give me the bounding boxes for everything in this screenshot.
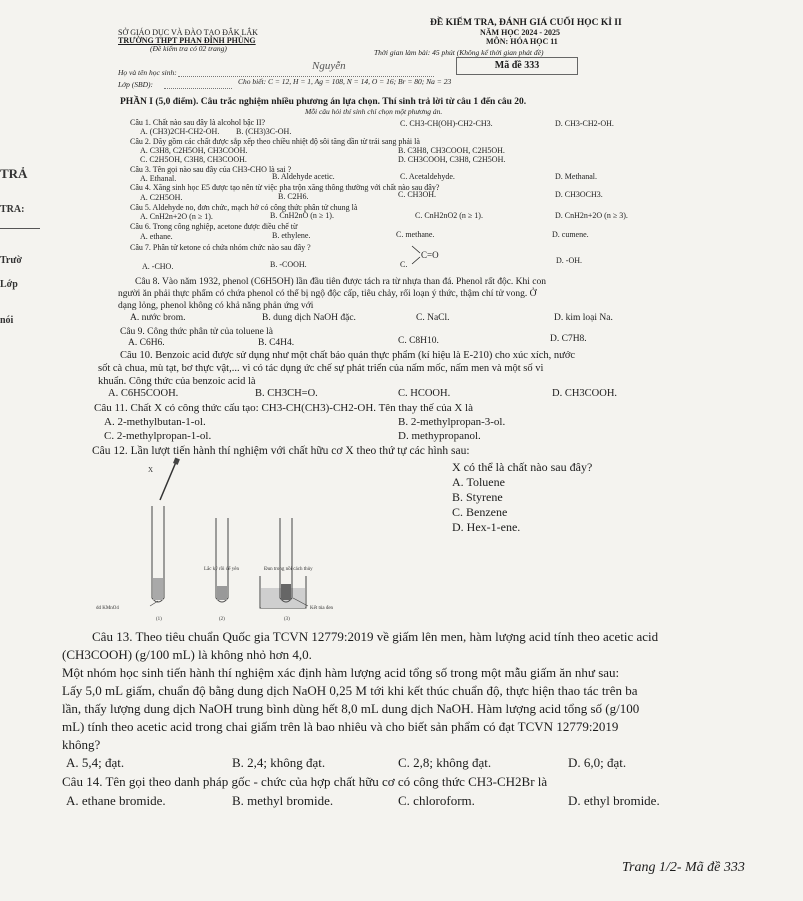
test-tube-3-icon bbox=[280, 518, 292, 602]
edge-fragment: Lớp bbox=[0, 279, 18, 290]
q5-option-a: A. CnH2n+2O (n ≥ 1). bbox=[140, 212, 213, 221]
school-year: NĂM HỌC 2024 - 2025 bbox=[480, 28, 560, 37]
edge-rule bbox=[0, 228, 40, 229]
q2-stem: Câu 2. Dãy gồm các chất được sắp xếp theo chiều nhiệt độ sôi tăng dần từ trái sang phải là bbox=[130, 137, 420, 146]
q13-line5: lần, thấy lượng dung dịch NaOH trung bình dùng hết 8,0 mL dung dịch NaOH. Hàm lượng acid tổng số (g/100 bbox=[62, 701, 640, 716]
q7-option-a: A. -CHO. bbox=[142, 262, 174, 271]
q12-option-a: A. Toluene bbox=[452, 475, 505, 489]
q12-option-c: C. Benzene bbox=[452, 505, 508, 519]
q2-option-b: B. C3H8, CH3COOH, C2H5OH. bbox=[398, 146, 505, 155]
subject: MÔN: HÓA HỌC 11 bbox=[486, 37, 558, 46]
time-note: Thời gian làm bài: 45 phút (Không kể thời gian phát đề) bbox=[374, 48, 544, 57]
q6-stem: Câu 6. Trong công nghiệp, acetone được điều chế từ bbox=[130, 222, 298, 231]
q5-stem: Câu 5. Aldehyde no, đơn chức, mạch hở có công thức phân tử chung là bbox=[130, 203, 358, 212]
part1-subtitle: Mỗi câu hỏi thí sinh chỉ chọn một phương án. bbox=[305, 107, 443, 116]
q9-option-a: A. C6H6. bbox=[128, 338, 165, 348]
figure-label-1: Lắc kỹ rồi để yên bbox=[204, 567, 239, 572]
q4-option-b: B. C2H6. bbox=[278, 192, 309, 201]
student-name-label: Họ và tên học sinh: bbox=[118, 68, 177, 77]
experiment-figure bbox=[96, 458, 446, 622]
q5-option-d: D. CnH2n+2O (n ≥ 3). bbox=[555, 211, 628, 220]
q4-option-c: C. CH3OH. bbox=[398, 190, 437, 199]
q13-option-c: C. 2,8; không đạt. bbox=[398, 755, 492, 770]
q13-line4: Lấy 5,0 mL giấm, chuẩn độ bằng dung dịch NaOH 0,25 M tới khi kết thúc chuẩn độ, thực hiện thao tác trên ba bbox=[62, 683, 638, 698]
q14-option-a: A. ethane bromide. bbox=[66, 793, 166, 808]
edge-fragment: TRA: bbox=[0, 204, 25, 215]
q4-option-d: D. CH3OCH3. bbox=[555, 190, 603, 199]
q11-option-d: D. methypropanol. bbox=[398, 430, 481, 442]
q11-option-a: A. 2-methylbutan-1-ol. bbox=[104, 416, 206, 428]
ketone-carbonyl-structure bbox=[410, 244, 450, 268]
q9-stem: Câu 9. Công thức phân tử của toluene là bbox=[120, 327, 274, 337]
q10-line3: khuẩn. Công thức của benzoic acid là bbox=[98, 376, 256, 387]
figure-label-2: Đun trong nồi cách thủy bbox=[264, 567, 313, 572]
figure-step-3: (3) bbox=[284, 617, 290, 622]
q6-option-a: A. ethane. bbox=[140, 232, 173, 241]
pages-note: (Đề kiểm tra có 02 trang) bbox=[150, 44, 227, 53]
q12-question: X có thể là chất nào sau đây? bbox=[452, 460, 593, 474]
q4-option-a: A. C2H5OH. bbox=[140, 193, 183, 202]
class-label: Lớp (SBD): bbox=[118, 80, 154, 89]
part1-title: PHẦN I (5,0 điểm). Câu trắc nghiệm nhiều phương án lựa chọn. Thí sinh trả lời từ câu 1 đến câu 20. bbox=[120, 97, 527, 107]
q10-line1: Câu 10. Benzoic acid được sử dụng như một chất bảo quản thực phẩm (kí hiệu là E-210) cho xúc xích, nước bbox=[120, 350, 576, 361]
q2-option-c: C. C2H5OH, C3H8, CH3COOH. bbox=[140, 155, 247, 164]
figure-step-1: (1) bbox=[156, 617, 162, 622]
q12-stem: Câu 12. Lần lượt tiến hành thí nghiệm với chất hữu cơ X theo thứ tự các hình sau: bbox=[92, 445, 470, 457]
q7-option-d: D. -OH. bbox=[556, 256, 582, 265]
edge-fragment: TRẢ bbox=[0, 166, 28, 181]
q14-option-d: D. ethyl bromide. bbox=[568, 793, 660, 808]
q10-option-b: B. CH3CH=O. bbox=[255, 388, 318, 399]
figure-x-label: X bbox=[148, 466, 154, 474]
q8-line1: Câu 8. Vào năm 1932, phenol (C6H5OH) lần đầu tiên được tách ra từ nhựa than đá. Phenol rất độc. Khi con bbox=[135, 277, 547, 287]
q8-line3: dạng lỏng, phenol không có khả năng phản ứng với bbox=[118, 301, 314, 311]
q6-option-c: C. methane. bbox=[396, 230, 435, 239]
q13-line2: (CH3COOH) (g/100 mL) là không nhỏ hơn 4,0. bbox=[62, 647, 312, 662]
q14-option-b: B. methyl bromide. bbox=[232, 793, 334, 808]
test-tube-2-icon bbox=[216, 518, 228, 602]
page-footer: Trang 1/2- Mã đề 333 bbox=[622, 860, 745, 875]
q13-option-a: A. 5,4; đạt. bbox=[66, 755, 125, 770]
class-dotline bbox=[164, 88, 232, 89]
q10-option-c: C. HCOOH. bbox=[398, 388, 451, 399]
school-name: TRƯỜNG THPT PHAN ĐÌNH PHÙNG bbox=[118, 36, 256, 45]
q11-option-c: C. 2-methylpropan-1-ol. bbox=[104, 430, 212, 442]
q1-option-a: A. (CH3)2CH-CH2-OH. bbox=[140, 127, 220, 136]
q3-option-b: B. Aldehyde acetic. bbox=[272, 172, 335, 181]
q14-stem: Câu 14. Tên gọi theo danh pháp gốc - chức của hợp chất hữu cơ có công thức CH3-CH2Br là bbox=[62, 774, 548, 789]
q11-option-b: B. 2-methylpropan-3-ol. bbox=[398, 416, 506, 428]
q3-option-a: A. Ethanal. bbox=[140, 174, 177, 183]
q5-option-b: B. CnH2nO (n ≥ 1). bbox=[270, 211, 334, 220]
q7-option-b: B. -COOH. bbox=[270, 260, 307, 269]
q8-option-a: A. nước brom. bbox=[130, 313, 186, 323]
q11-stem: Câu 11. Chất X có công thức cấu tạo: CH3-CH(CH3)-CH2-OH. Tên thay thế của X là bbox=[94, 402, 473, 414]
q2-option-a: A. C3H8, C2H5OH, CH3COOH. bbox=[140, 146, 248, 155]
q8-option-b: B. dung dịch NaOH đặc. bbox=[262, 313, 356, 323]
q14-option-c: C. chloroform. bbox=[398, 793, 475, 808]
q1-option-b: B. (CH3)3C-OH. bbox=[236, 127, 292, 136]
q3-option-c: C. Acetaldehyde. bbox=[400, 172, 455, 181]
figure-step-2: (2) bbox=[219, 617, 225, 622]
dept-name: SỞ GIÁO DỤC VÀ ĐÀO TẠO ĐẮK LẮK bbox=[118, 28, 258, 37]
q7-stem: Câu 7. Phân tử ketone có chứa nhóm chức nào sau đây ? bbox=[130, 243, 311, 252]
q12-option-b: B. Styrene bbox=[452, 490, 503, 504]
q10-line2: sốt cà chua, mù tạt, bơ thực vật,... vì có tác dụng ức chế sự phát triển của nấm mốc, nấm men và một số vi bbox=[98, 363, 544, 374]
dropper-icon bbox=[160, 457, 180, 500]
exam-title: ĐỀ KIỂM TRA, ĐÁNH GIÁ CUỐI HỌC KÌ II bbox=[430, 18, 622, 28]
q13-option-d: D. 6,0; đạt. bbox=[568, 755, 627, 770]
q8-line2: người ăn phải thực phẩm có chứa phenol có thể bị ngộ độc cấp, tiêu chảy, rối loạn ý thức, thậm chí tử vong. Ở bbox=[118, 289, 537, 299]
q13-option-b: B. 2,4; không đạt. bbox=[232, 755, 326, 770]
q7-option-c: C. bbox=[400, 260, 408, 269]
ketone-group-label: C=O bbox=[421, 250, 439, 260]
q4-stem: Câu 4. Xăng sinh học E5 được tạo nên từ việc pha trộn xăng thông thường với chất nào sau đây? bbox=[130, 183, 440, 192]
exam-code-box: Mã đề 333 bbox=[456, 57, 578, 75]
q9-option-b: B. C4H4. bbox=[258, 338, 295, 348]
given-data: Cho biết: C = 12, H = 1, Ag = 108, N = 14, O = 16; Br = 80; Na = 23 bbox=[238, 77, 452, 86]
q1-option-d: D. CH3-CH2-OH. bbox=[555, 119, 614, 128]
q1-option-c: C. CH3-CH(OH)-CH2-CH3. bbox=[400, 119, 493, 128]
test-tube-1-icon bbox=[152, 506, 164, 602]
q9-option-d: D. C7H8. bbox=[550, 334, 587, 344]
q10-option-a: A. C6H5COOH. bbox=[108, 388, 179, 399]
q13-line7: không? bbox=[62, 737, 101, 752]
figure-label-3: Kết tủa đen bbox=[310, 606, 334, 611]
q13-line1: Câu 13. Theo tiêu chuẩn Quốc gia TCVN 12779:2019 về giấm lên men, hàm lượng acid tính theo acetic acid bbox=[92, 629, 659, 644]
q2-option-d: D. CH3COOH, C3H8, C2H5OH. bbox=[398, 155, 506, 164]
q8-option-c: C. NaCl. bbox=[416, 313, 450, 323]
q5-option-c: C. CnH2nO2 (n ≥ 1). bbox=[415, 211, 483, 220]
q1-stem: Câu 1. Chất nào sau đây là alcohol bậc II? bbox=[130, 118, 266, 127]
q8-option-d: D. kim loại Na. bbox=[554, 313, 613, 323]
handwritten-name: Nguyễn bbox=[312, 60, 346, 72]
q3-option-d: D. Methanal. bbox=[555, 172, 597, 181]
q9-option-c: C. C8H10. bbox=[398, 336, 439, 346]
q6-option-d: D. cumene. bbox=[552, 230, 589, 239]
q13-line6: mL) tính theo acetic acid trong chai giấm trên là bao nhiêu và cho biết sản phẩm có đạt TCVN 12779:2019 bbox=[62, 719, 619, 734]
q6-option-b: B. ethylene. bbox=[272, 231, 311, 240]
q12-option-d: D. Hex-1-ene. bbox=[452, 520, 521, 534]
edge-fragment: Trườ bbox=[0, 255, 22, 266]
edge-fragment: nói bbox=[0, 315, 14, 326]
q10-option-d: D. CH3COOH. bbox=[552, 388, 618, 399]
q13-line3: Một nhóm học sinh tiến hành thí nghiệm xác định hàm lượng acid tổng số trong một mẫu giấm ăn như sau: bbox=[62, 665, 620, 680]
figure-reagent-label: dd KMnO4 bbox=[96, 606, 119, 611]
q3-stem: Câu 3. Tên gọi nào sau đây của CH3-CHO là sai ? bbox=[130, 165, 292, 174]
